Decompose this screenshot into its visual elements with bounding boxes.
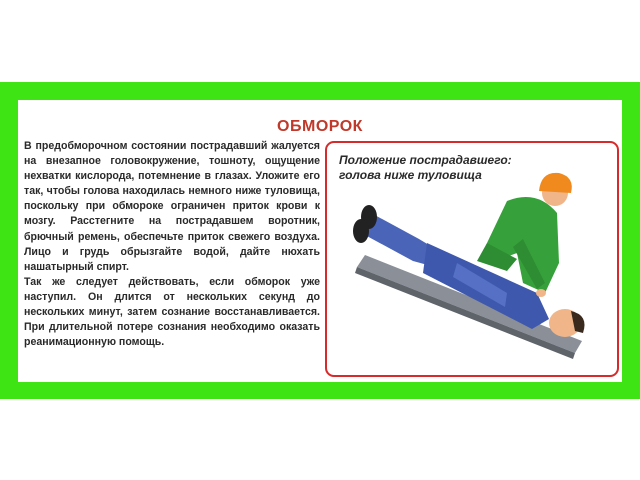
illustration-caption <box>339 153 512 183</box>
victim-shoe-2 <box>353 219 369 243</box>
paragraph-symptoms: В предобморочном состоянии пострадавший жалуется на внезапное головокружение, тошноту, ощущение нехватки кислорода, потемнение в глазах. Уложите его так, чтобы голова находилась немного ниже туловища, поскольку при обмороке ограничен приток крови к мозгу. Расстегните на пострадавшем воротник, брючный ремень, обеспечьте приток свежего воздуха. Лицо и грудь обрызгайте водой, дайте нюхать нашатырный спирт. <box>24 140 320 273</box>
instructions-text <box>24 139 320 350</box>
rescuer-helmet <box>539 173 572 193</box>
caption-line-2: голова ниже туловища <box>339 168 482 182</box>
illustration-panel <box>325 141 619 377</box>
rescuer-hand <box>536 289 546 297</box>
caption-line-1: Положение пострадавшего: <box>339 153 512 167</box>
poster-title: ОБМОРОК <box>277 118 363 135</box>
paragraph-duration: Так же следует действовать, если обморок уже наступил. Он длится от нескольких секунд до нескольких минут, затем сознание восстанавливается. При длительной потере сознания необходимо оказать реанимационную помощь. <box>24 275 320 349</box>
poster-card <box>18 100 622 382</box>
